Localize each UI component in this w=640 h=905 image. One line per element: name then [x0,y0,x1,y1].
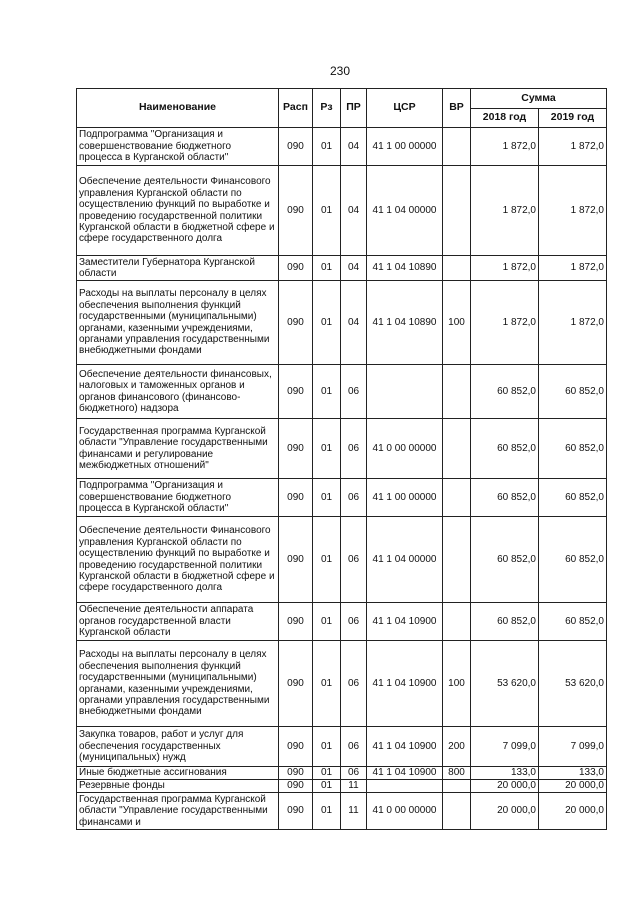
header-csr: ЦСР [367,89,443,128]
cell-sum-2018: 60 852,0 [471,419,539,479]
cell-vr [443,128,471,166]
cell-rasp: 090 [279,419,313,479]
cell-vr [443,517,471,603]
cell-csr: 41 1 04 00000 [367,517,443,603]
cell-pr: 06 [341,365,367,419]
cell-sum-2019: 1 872,0 [539,128,607,166]
cell-name: Расходы на выплаты персоналу в целях обеспечения выполнения функций государственными (муниципальными) органами, казенными учреждениями, органами управления государственными внебюджетными фондами [77,281,279,365]
cell-name: Государственная программа Курганской области "Управление государственными финансами и [77,793,279,830]
table-body [77,128,607,830]
header-name: Наименование [77,89,279,128]
cell-rasp: 090 [279,479,313,517]
cell-rz: 01 [313,256,341,281]
cell-name: Обеспечение деятельности аппарата органов государственной власти Курганской области [77,603,279,641]
cell-pr: 06 [341,641,367,727]
cell-csr: 41 1 04 10900 [367,603,443,641]
cell-rz: 01 [313,603,341,641]
cell-pr: 06 [341,419,367,479]
cell-rasp: 090 [279,793,313,830]
cell-sum-2019: 53 620,0 [539,641,607,727]
cell-sum-2019: 20 000,0 [539,793,607,830]
cell-rasp: 090 [279,281,313,365]
cell-sum-2018: 1 872,0 [471,128,539,166]
cell-sum-2018: 60 852,0 [471,603,539,641]
cell-csr: 41 1 04 10890 [367,256,443,281]
cell-pr: 06 [341,767,367,780]
cell-rasp: 090 [279,128,313,166]
header-vr: ВР [443,89,471,128]
cell-rz: 01 [313,419,341,479]
table-row [77,603,607,641]
cell-sum-2019: 1 872,0 [539,281,607,365]
cell-name: Резервные фонды [77,780,279,793]
cell-csr: 41 0 00 00000 [367,419,443,479]
cell-name: Иные бюджетные ассигнования [77,767,279,780]
cell-sum-2018: 60 852,0 [471,365,539,419]
header-rz: Рз [313,89,341,128]
cell-pr: 04 [341,166,367,256]
cell-rasp: 090 [279,727,313,767]
cell-sum-2018: 60 852,0 [471,517,539,603]
cell-rz: 01 [313,479,341,517]
header-year-2019: 2019 год [539,108,607,128]
cell-name: Обеспечение деятельности Финансового управления Курганской области по осуществлению функций по выработке и проведению государственной политики Курганской области в бюджетной сфере и сфере государственного долга [77,517,279,603]
cell-pr: 06 [341,479,367,517]
cell-rz: 01 [313,641,341,727]
cell-sum-2018: 60 852,0 [471,479,539,517]
table-row [77,256,607,281]
table-row [77,479,607,517]
cell-sum-2019: 60 852,0 [539,479,607,517]
cell-pr: 04 [341,281,367,365]
cell-sum-2019: 133,0 [539,767,607,780]
table-row [77,641,607,727]
cell-sum-2019: 20 000,0 [539,780,607,793]
cell-sum-2019: 1 872,0 [539,256,607,281]
cell-csr: 41 1 04 10900 [367,727,443,767]
cell-csr: 41 1 04 00000 [367,166,443,256]
header-sum: Сумма [471,89,607,109]
cell-sum-2018: 1 872,0 [471,256,539,281]
table-row [77,517,607,603]
cell-vr [443,419,471,479]
cell-sum-2019: 60 852,0 [539,517,607,603]
cell-vr [443,793,471,830]
cell-pr: 06 [341,517,367,603]
budget-table [76,88,607,830]
cell-rz: 01 [313,780,341,793]
cell-rasp: 090 [279,603,313,641]
cell-vr [443,166,471,256]
cell-csr: 41 1 00 00000 [367,128,443,166]
cell-vr: 100 [443,641,471,727]
cell-name: Расходы на выплаты персоналу в целях обеспечения выполнения функций государственными (муниципальными) органами, казенными учреждениями, органами управления государственными внебюджетными фондами [77,641,279,727]
cell-rasp: 090 [279,166,313,256]
cell-sum-2018: 1 872,0 [471,281,539,365]
header-year-2018: 2018 год [471,108,539,128]
cell-vr [443,365,471,419]
cell-rz: 01 [313,281,341,365]
cell-pr: 11 [341,793,367,830]
cell-sum-2019: 7 099,0 [539,727,607,767]
cell-name: Подпрограмма "Организация и совершенствование бюджетного процесса в Курганской области" [77,479,279,517]
cell-rz: 01 [313,166,341,256]
cell-pr: 11 [341,780,367,793]
cell-sum-2019: 60 852,0 [539,365,607,419]
cell-rz: 01 [313,517,341,603]
table-row [77,365,607,419]
cell-name: Заместители Губернатора Курганской области [77,256,279,281]
table-row [77,281,607,365]
header-rasp: Расп [279,89,313,128]
table-row [77,128,607,166]
cell-rz: 01 [313,727,341,767]
cell-name: Подпрограмма "Организация и совершенствование бюджетного процесса в Курганской области" [77,128,279,166]
cell-vr: 800 [443,767,471,780]
cell-sum-2018: 53 620,0 [471,641,539,727]
cell-sum-2018: 20 000,0 [471,780,539,793]
cell-vr [443,780,471,793]
cell-rz: 01 [313,365,341,419]
cell-rasp: 090 [279,780,313,793]
cell-pr: 04 [341,128,367,166]
cell-csr: 41 1 04 10900 [367,767,443,780]
cell-vr [443,603,471,641]
cell-sum-2019: 1 872,0 [539,166,607,256]
cell-name: Закупка товаров, работ и услуг для обеспечения государственных (муниципальных) нужд [77,727,279,767]
cell-rz: 01 [313,767,341,780]
cell-vr [443,479,471,517]
cell-pr: 04 [341,256,367,281]
table-row [77,767,607,780]
cell-rasp: 090 [279,517,313,603]
cell-csr: 41 1 04 10900 [367,641,443,727]
cell-csr [367,780,443,793]
cell-csr: 41 0 00 00000 [367,793,443,830]
cell-sum-2019: 60 852,0 [539,419,607,479]
cell-vr: 100 [443,281,471,365]
page-number: 230 [329,64,351,78]
cell-sum-2018: 133,0 [471,767,539,780]
cell-rz: 01 [313,128,341,166]
cell-rasp: 090 [279,641,313,727]
table-row [77,780,607,793]
cell-csr: 41 1 00 00000 [367,479,443,517]
cell-sum-2018: 20 000,0 [471,793,539,830]
table-row [77,419,607,479]
cell-sum-2019: 60 852,0 [539,603,607,641]
cell-rasp: 090 [279,767,313,780]
cell-rasp: 090 [279,365,313,419]
cell-rz: 01 [313,793,341,830]
table-row [77,166,607,256]
cell-rasp: 090 [279,256,313,281]
table-row [77,793,607,830]
cell-csr [367,365,443,419]
cell-pr: 06 [341,727,367,767]
cell-vr [443,256,471,281]
cell-csr: 41 1 04 10890 [367,281,443,365]
cell-vr: 200 [443,727,471,767]
cell-pr: 06 [341,603,367,641]
header-pr: ПР [341,89,367,128]
cell-name: Обеспечение деятельности Финансового управления Курганской области по осуществлению функций по выработке и проведению государственной политики Курганской области в бюджетной сфере и сфере государственного долга [77,166,279,256]
cell-name: Обеспечение деятельности финансовых, налоговых и таможенных органов и органов финансового (финансово-бюджетного) надзора [77,365,279,419]
cell-name: Государственная программа Курганской области "Управление государственными финансами и регулирование межбюджетных отношений" [77,419,279,479]
cell-sum-2018: 7 099,0 [471,727,539,767]
cell-sum-2018: 1 872,0 [471,166,539,256]
table-row [77,727,607,767]
